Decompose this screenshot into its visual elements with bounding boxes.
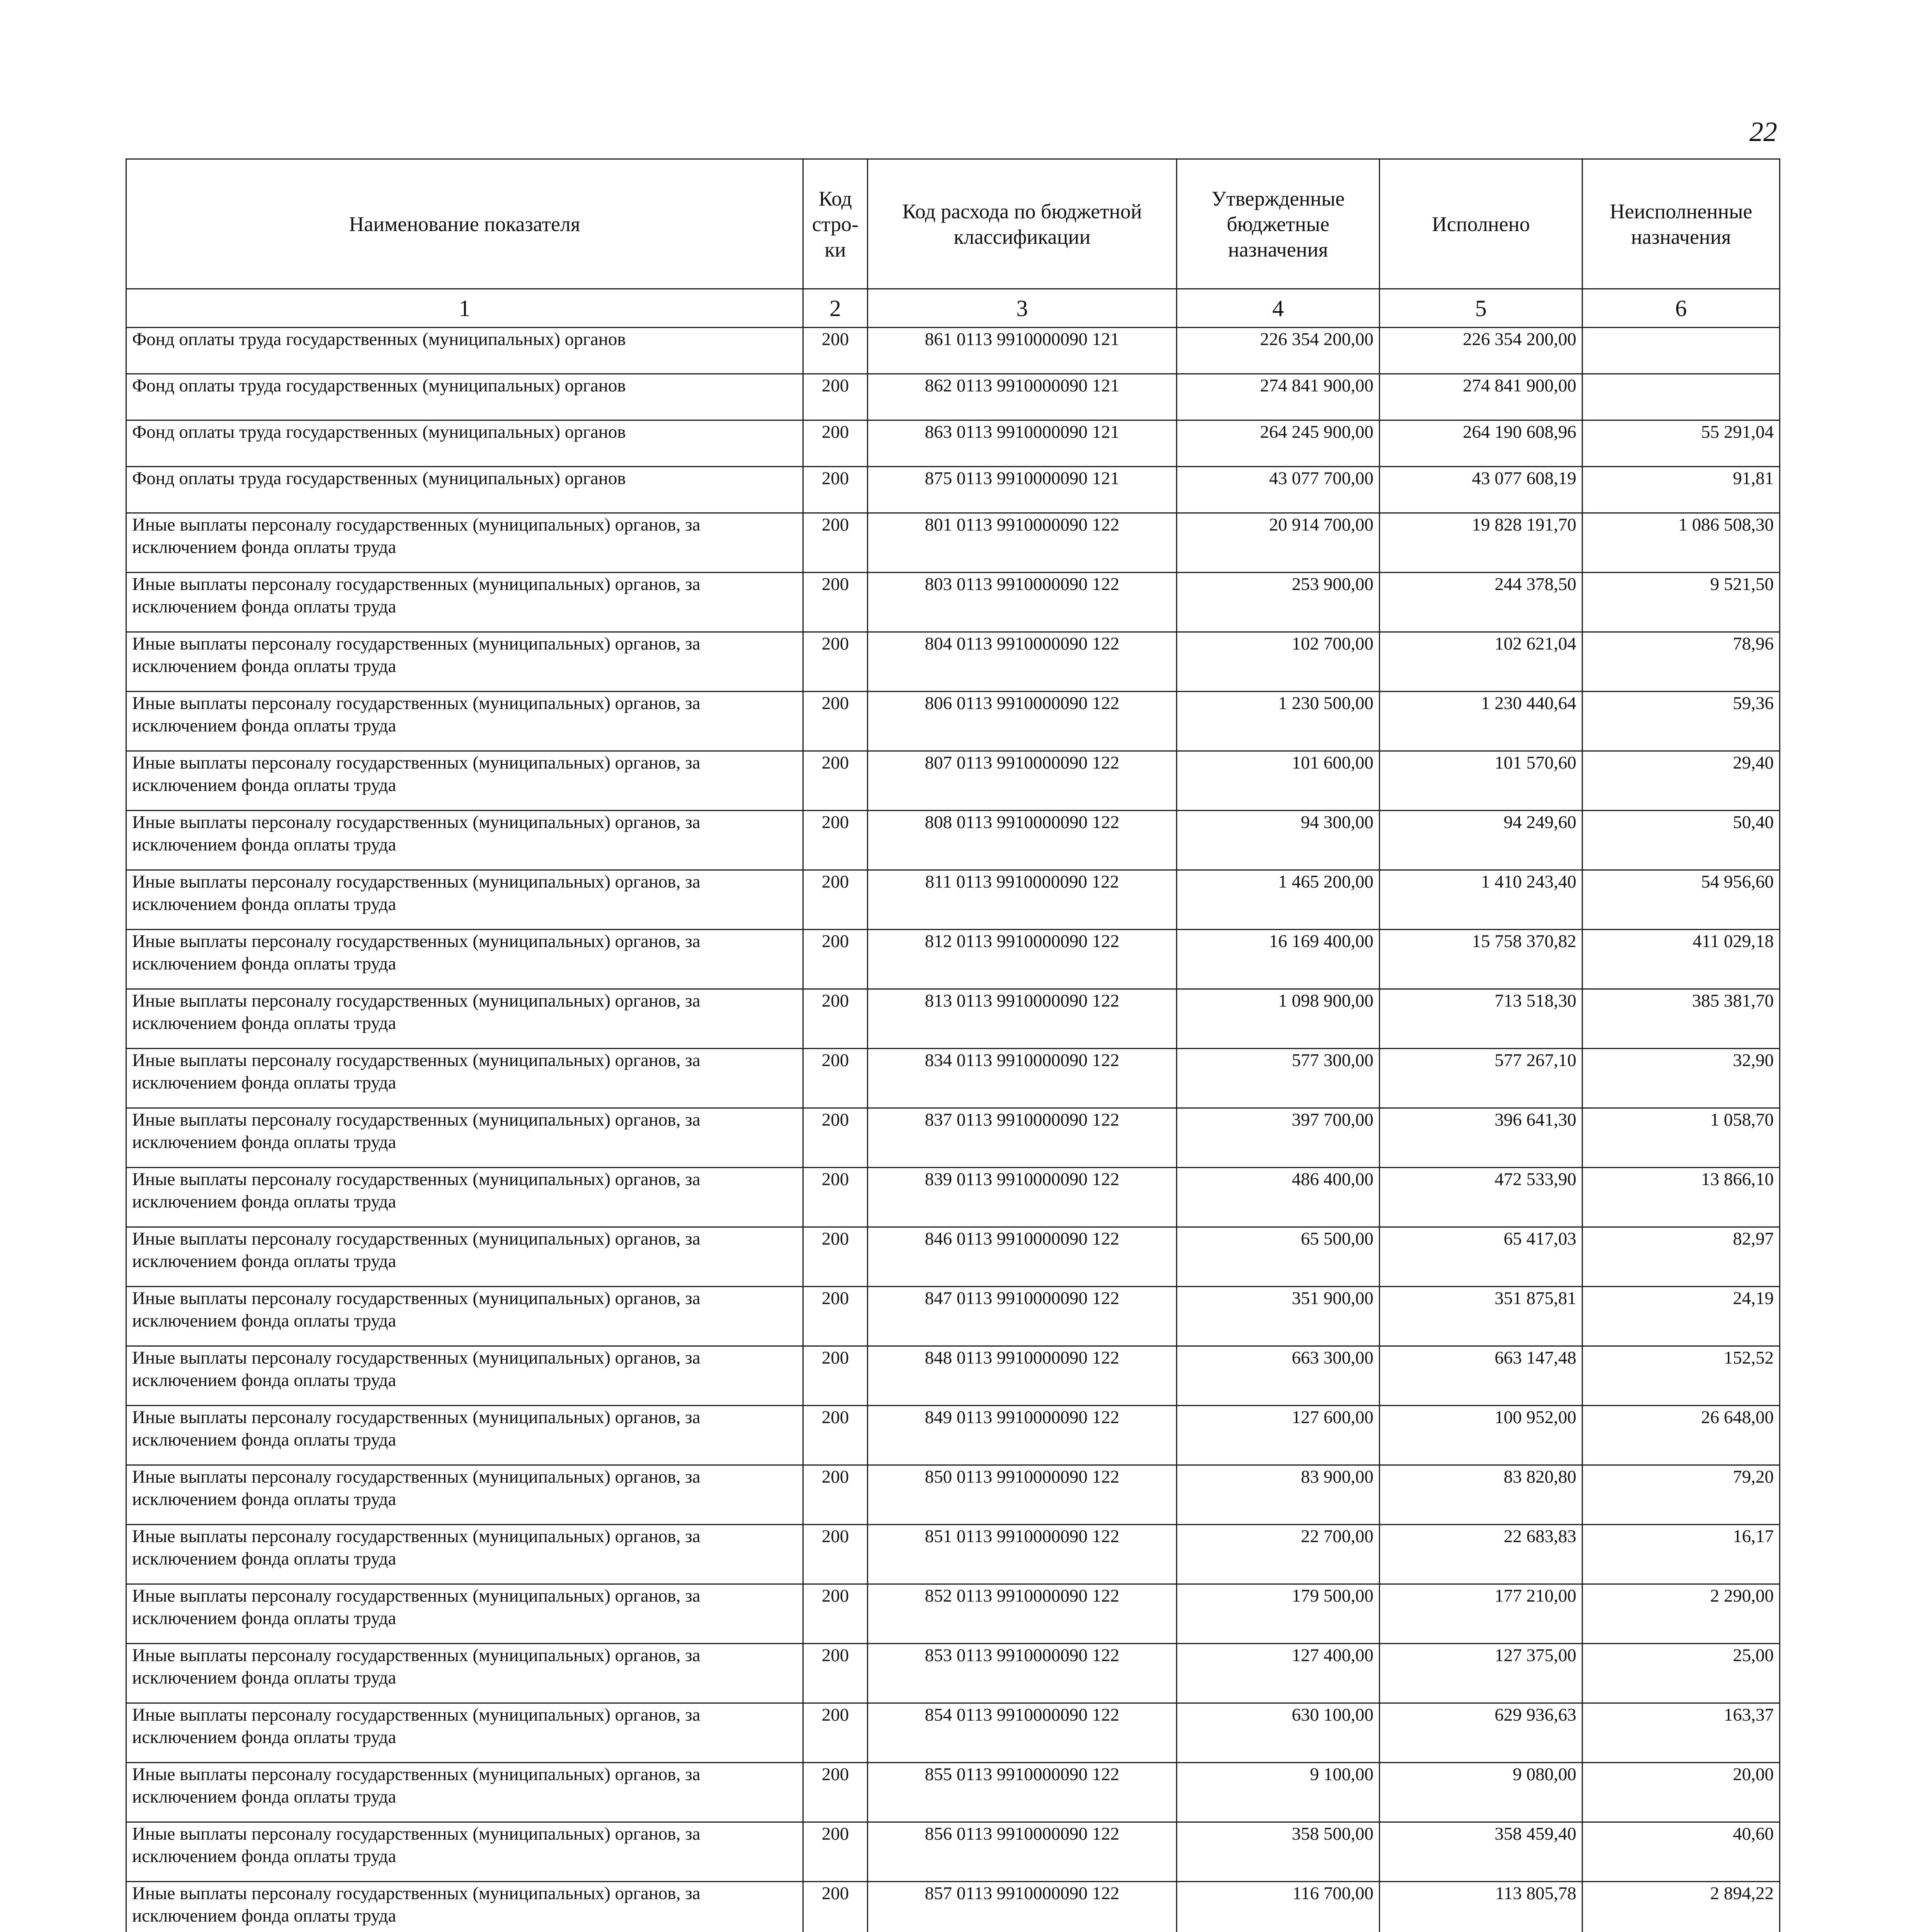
unexecuted-amount-cell: 1 058,70 [1582,1108,1780,1168]
executed-amount-cell: 83 820,80 [1380,1465,1582,1525]
budget-code-cell: 839 0113 9910000090 122 [868,1168,1177,1227]
executed-amount-cell: 19 828 191,70 [1380,513,1582,573]
unexecuted-amount-cell [1582,374,1780,420]
budget-code-cell: 850 0113 9910000090 122 [868,1465,1177,1525]
approved-amount-cell: 630 100,00 [1177,1703,1380,1763]
budget-code-cell: 861 0113 9910000090 121 [868,328,1177,374]
executed-amount-cell: 1 230 440,64 [1380,692,1582,751]
approved-amount-cell: 83 900,00 [1177,1465,1380,1525]
table-row [126,1049,1780,1108]
table-row [126,1644,1780,1703]
table-row [126,328,1780,374]
executed-amount-cell: 43 077 608,19 [1380,467,1582,513]
table-row [126,1525,1780,1584]
indicator-name-cell: Иные выплаты персоналу государственных (муниципальных) органов, за исключением фонда оплаты труда [126,989,803,1049]
unexecuted-amount-cell: 163,37 [1582,1703,1780,1763]
line-code-cell: 200 [803,692,868,751]
indicator-name-cell: Иные выплаты персоналу государственных (муниципальных) органов, за исключением фонда оплаты труда [126,1525,803,1584]
indicator-name-cell: Фонд оплаты труда государственных (муниципальных) органов [126,467,803,513]
executed-amount-cell: 65 417,03 [1380,1227,1582,1287]
approved-amount-cell: 94 300,00 [1177,811,1380,870]
table-row [126,1287,1780,1346]
executed-amount-cell: 94 249,60 [1380,811,1582,870]
budget-code-cell: 846 0113 9910000090 122 [868,1227,1177,1287]
approved-amount-cell: 358 500,00 [1177,1822,1380,1882]
executed-amount-cell: 358 459,40 [1380,1822,1582,1882]
approved-amount-cell: 274 841 900,00 [1177,374,1380,420]
line-code-cell: 200 [803,1108,868,1168]
unexecuted-amount-cell: 2 290,00 [1582,1584,1780,1644]
unexecuted-amount-cell: 79,20 [1582,1465,1780,1525]
approved-amount-cell: 226 354 200,00 [1177,328,1380,374]
line-code-cell: 200 [803,930,868,989]
line-code-cell: 200 [803,989,868,1049]
executed-amount-cell: 101 570,60 [1380,751,1582,811]
executed-amount-cell: 264 190 608,96 [1380,420,1582,467]
approved-amount-cell: 264 245 900,00 [1177,420,1380,467]
unexecuted-amount-cell: 29,40 [1582,751,1780,811]
indicator-name-cell: Иные выплаты персоналу государственных (муниципальных) органов, за исключением фонда оплаты труда [126,811,803,870]
executed-amount-cell: 577 267,10 [1380,1049,1582,1108]
approved-amount-cell: 253 900,00 [1177,573,1380,632]
header-indicator-name: Наименование показателя [126,159,803,289]
budget-code-cell: 801 0113 9910000090 122 [868,513,1177,573]
approved-amount-cell: 43 077 700,00 [1177,467,1380,513]
executed-amount-cell: 177 210,00 [1380,1584,1582,1644]
unexecuted-amount-cell: 24,19 [1582,1287,1780,1346]
approved-amount-cell: 663 300,00 [1177,1346,1380,1406]
budget-code-cell: 803 0113 9910000090 122 [868,573,1177,632]
executed-amount-cell: 713 518,30 [1380,989,1582,1049]
indicator-name-cell: Иные выплаты персоналу государственных (муниципальных) органов, за исключением фонда оплаты труда [126,1703,803,1763]
table-row [126,1108,1780,1168]
budget-code-cell: 849 0113 9910000090 122 [868,1406,1177,1465]
page-number: 22 [1749,116,1777,147]
indicator-name-cell: Иные выплаты персоналу государственных (муниципальных) органов, за исключением фонда оплаты труда [126,1882,803,1932]
line-code-cell: 200 [803,1644,868,1703]
table-row [126,632,1780,692]
indicator-name-cell: Иные выплаты персоналу государственных (муниципальных) органов, за исключением фонда оплаты труда [126,1287,803,1346]
column-number: 4 [1177,289,1380,328]
budget-code-cell: 806 0113 9910000090 122 [868,692,1177,751]
budget-execution-table [126,158,1780,1932]
table-row [126,1822,1780,1882]
executed-amount-cell: 396 641,30 [1380,1108,1582,1168]
line-code-cell: 200 [803,1287,868,1346]
table-row [126,1406,1780,1465]
table-row [126,1703,1780,1763]
unexecuted-amount-cell: 13 866,10 [1582,1168,1780,1227]
line-code-cell: 200 [803,420,868,467]
executed-amount-cell: 244 378,50 [1380,573,1582,632]
budget-code-cell: 857 0113 9910000090 122 [868,1882,1177,1932]
budget-code-cell: 855 0113 9910000090 122 [868,1763,1177,1822]
column-number: 1 [126,289,803,328]
budget-code-cell: 853 0113 9910000090 122 [868,1644,1177,1703]
indicator-name-cell: Иные выплаты персоналу государственных (муниципальных) органов, за исключением фонда оплаты труда [126,632,803,692]
table-row [126,870,1780,930]
budget-code-cell: 847 0113 9910000090 122 [868,1287,1177,1346]
indicator-name-cell: Иные выплаты персоналу государственных (муниципальных) органов, за исключением фонда оплаты труда [126,1049,803,1108]
approved-amount-cell: 22 700,00 [1177,1525,1380,1584]
unexecuted-amount-cell: 91,81 [1582,467,1780,513]
indicator-name-cell: Иные выплаты персоналу государственных (муниципальных) органов, за исключением фонда оплаты труда [126,1584,803,1644]
unexecuted-amount-cell: 9 521,50 [1582,573,1780,632]
executed-amount-cell: 102 621,04 [1380,632,1582,692]
table-row [126,374,1780,420]
approved-amount-cell: 127 600,00 [1177,1406,1380,1465]
budget-code-cell: 848 0113 9910000090 122 [868,1346,1177,1406]
budget-code-cell: 811 0113 9910000090 122 [868,870,1177,930]
budget-code-cell: 851 0113 9910000090 122 [868,1525,1177,1584]
header-unexecuted: Неисполненные назначения [1582,159,1780,289]
approved-amount-cell: 351 900,00 [1177,1287,1380,1346]
line-code-cell: 200 [803,751,868,811]
executed-amount-cell: 100 952,00 [1380,1406,1582,1465]
column-number: 5 [1380,289,1582,328]
unexecuted-amount-cell: 54 956,60 [1582,870,1780,930]
unexecuted-amount-cell: 152,52 [1582,1346,1780,1406]
table-row [126,1227,1780,1287]
executed-amount-cell: 351 875,81 [1380,1287,1582,1346]
line-code-cell: 200 [803,1763,868,1822]
approved-amount-cell: 65 500,00 [1177,1227,1380,1287]
line-code-cell: 200 [803,1703,868,1763]
table-body [126,328,1780,1932]
approved-amount-cell: 9 100,00 [1177,1763,1380,1822]
line-code-cell: 200 [803,573,868,632]
budget-code-cell: 813 0113 9910000090 122 [868,989,1177,1049]
line-code-cell: 200 [803,1049,868,1108]
unexecuted-amount-cell: 32,90 [1582,1049,1780,1108]
table-row [126,1584,1780,1644]
approved-amount-cell: 1 465 200,00 [1177,870,1380,930]
indicator-name-cell: Иные выплаты персоналу государственных (муниципальных) органов, за исключением фонда оплаты труда [126,573,803,632]
table-row [126,513,1780,573]
budget-code-cell: 856 0113 9910000090 122 [868,1822,1177,1882]
line-code-cell: 200 [803,374,868,420]
unexecuted-amount-cell: 1 086 508,30 [1582,513,1780,573]
budget-code-cell: 862 0113 9910000090 121 [868,374,1177,420]
table-row [126,1168,1780,1227]
approved-amount-cell: 577 300,00 [1177,1049,1380,1108]
table-row [126,811,1780,870]
indicator-name-cell: Иные выплаты персоналу государственных (муниципальных) органов, за исключением фонда оплаты труда [126,751,803,811]
budget-code-cell: 834 0113 9910000090 122 [868,1049,1177,1108]
column-number-row [126,289,1780,328]
line-code-cell: 200 [803,870,868,930]
table-header-row [126,159,1780,289]
indicator-name-cell: Фонд оплаты труда государственных (муниципальных) органов [126,420,803,467]
indicator-name-cell: Иные выплаты персоналу государственных (муниципальных) органов, за исключением фонда оплаты труда [126,1465,803,1525]
line-code-cell: 200 [803,1346,868,1406]
line-code-cell: 200 [803,811,868,870]
unexecuted-amount-cell: 26 648,00 [1582,1406,1780,1465]
unexecuted-amount-cell [1582,328,1780,374]
indicator-name-cell: Иные выплаты персоналу государственных (муниципальных) органов, за исключением фонда оплаты труда [126,1346,803,1406]
indicator-name-cell: Иные выплаты персоналу государственных (муниципальных) органов, за исключением фонда оплаты труда [126,1108,803,1168]
executed-amount-cell: 1 410 243,40 [1380,870,1582,930]
line-code-cell: 200 [803,1525,868,1584]
unexecuted-amount-cell: 55 291,04 [1582,420,1780,467]
executed-amount-cell: 113 805,78 [1380,1882,1582,1932]
indicator-name-cell: Иные выплаты персоналу государственных (муниципальных) органов, за исключением фонда оплаты труда [126,1168,803,1227]
table-row [126,692,1780,751]
executed-amount-cell: 629 936,63 [1380,1703,1582,1763]
header-approved: Утвержденные бюджетные назначения [1177,159,1380,289]
line-code-cell: 200 [803,467,868,513]
budget-code-cell: 837 0113 9910000090 122 [868,1108,1177,1168]
unexecuted-amount-cell: 40,60 [1582,1822,1780,1882]
budget-code-cell: 852 0113 9910000090 122 [868,1584,1177,1644]
table-row [126,573,1780,632]
approved-amount-cell: 20 914 700,00 [1177,513,1380,573]
approved-amount-cell: 127 400,00 [1177,1644,1380,1703]
column-number: 6 [1582,289,1780,328]
column-number: 3 [868,289,1177,328]
approved-amount-cell: 486 400,00 [1177,1168,1380,1227]
budget-code-cell: 863 0113 9910000090 121 [868,420,1177,467]
line-code-cell: 200 [803,328,868,374]
indicator-name-cell: Фонд оплаты труда государственных (муниципальных) органов [126,374,803,420]
header-line-code: Код стро-ки [803,159,868,289]
indicator-name-cell: Иные выплаты персоналу государственных (муниципальных) органов, за исключением фонда оплаты труда [126,1822,803,1882]
table-row [126,751,1780,811]
unexecuted-amount-cell: 2 894,22 [1582,1882,1780,1932]
budget-code-cell: 875 0113 9910000090 121 [868,467,1177,513]
approved-amount-cell: 1 230 500,00 [1177,692,1380,751]
line-code-cell: 200 [803,1168,868,1227]
budget-code-cell: 854 0113 9910000090 122 [868,1703,1177,1763]
indicator-name-cell: Фонд оплаты труда государственных (муниципальных) органов [126,328,803,374]
unexecuted-amount-cell: 50,40 [1582,811,1780,870]
line-code-cell: 200 [803,1406,868,1465]
line-code-cell: 200 [803,1465,868,1525]
unexecuted-amount-cell: 59,36 [1582,692,1780,751]
budget-code-cell: 812 0113 9910000090 122 [868,930,1177,989]
column-number: 2 [803,289,868,328]
table-row [126,420,1780,467]
indicator-name-cell: Иные выплаты персоналу государственных (муниципальных) органов, за исключением фонда оплаты труда [126,692,803,751]
indicator-name-cell: Иные выплаты персоналу государственных (муниципальных) органов, за исключением фонда оплаты труда [126,930,803,989]
indicator-name-cell: Иные выплаты персоналу государственных (муниципальных) органов, за исключением фонда оплаты труда [126,1406,803,1465]
table-row [126,467,1780,513]
table-row [126,930,1780,989]
executed-amount-cell: 22 683,83 [1380,1525,1582,1584]
line-code-cell: 200 [803,1584,868,1644]
approved-amount-cell: 179 500,00 [1177,1584,1380,1644]
table-row [126,1882,1780,1932]
unexecuted-amount-cell: 82,97 [1582,1227,1780,1287]
table-row [126,989,1780,1049]
unexecuted-amount-cell: 411 029,18 [1582,930,1780,989]
executed-amount-cell: 9 080,00 [1380,1763,1582,1822]
header-executed: Исполнено [1380,159,1582,289]
table-row [126,1346,1780,1406]
indicator-name-cell: Иные выплаты персоналу государственных (муниципальных) органов, за исключением фонда оплаты труда [126,513,803,573]
indicator-name-cell: Иные выплаты персоналу государственных (муниципальных) органов, за исключением фонда оплаты труда [126,1763,803,1822]
unexecuted-amount-cell: 16,17 [1582,1525,1780,1584]
table-row [126,1465,1780,1525]
header-budget-code: Код расхода по бюджетной классификации [868,159,1177,289]
approved-amount-cell: 1 098 900,00 [1177,989,1380,1049]
approved-amount-cell: 397 700,00 [1177,1108,1380,1168]
line-code-cell: 200 [803,632,868,692]
approved-amount-cell: 102 700,00 [1177,632,1380,692]
budget-code-cell: 807 0113 9910000090 122 [868,751,1177,811]
unexecuted-amount-cell: 78,96 [1582,632,1780,692]
indicator-name-cell: Иные выплаты персоналу государственных (муниципальных) органов, за исключением фонда оплаты труда [126,870,803,930]
executed-amount-cell: 226 354 200,00 [1380,328,1582,374]
executed-amount-cell: 663 147,48 [1380,1346,1582,1406]
unexecuted-amount-cell: 20,00 [1582,1763,1780,1822]
indicator-name-cell: Иные выплаты персоналу государственных (муниципальных) органов, за исключением фонда оплаты труда [126,1227,803,1287]
approved-amount-cell: 116 700,00 [1177,1882,1380,1932]
executed-amount-cell: 127 375,00 [1380,1644,1582,1703]
unexecuted-amount-cell: 25,00 [1582,1644,1780,1703]
executed-amount-cell: 274 841 900,00 [1380,374,1582,420]
line-code-cell: 200 [803,513,868,573]
line-code-cell: 200 [803,1882,868,1932]
line-code-cell: 200 [803,1822,868,1882]
table-row [126,1763,1780,1822]
budget-code-cell: 808 0113 9910000090 122 [868,811,1177,870]
executed-amount-cell: 472 533,90 [1380,1168,1582,1227]
approved-amount-cell: 101 600,00 [1177,751,1380,811]
budget-code-cell: 804 0113 9910000090 122 [868,632,1177,692]
line-code-cell: 200 [803,1227,868,1287]
executed-amount-cell: 15 758 370,82 [1380,930,1582,989]
unexecuted-amount-cell: 385 381,70 [1582,989,1780,1049]
indicator-name-cell: Иные выплаты персоналу государственных (муниципальных) органов, за исключением фонда оплаты труда [126,1644,803,1703]
approved-amount-cell: 16 169 400,00 [1177,930,1380,989]
